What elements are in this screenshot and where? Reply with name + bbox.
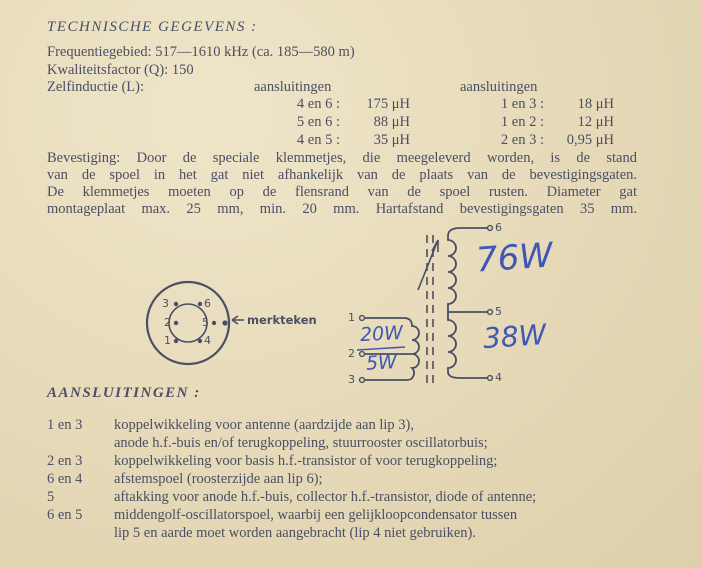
- connection-description: koppelwikkeling voor antenne (aardzijde aan lip 3),: [114, 417, 414, 433]
- pin-1: [174, 339, 178, 343]
- inductance-left-value: 88 μH: [373, 114, 410, 130]
- pin-5: [212, 321, 216, 325]
- connection-description: middengolf-oscillatorspoel, waarbij een gelijkloopcondensator tussen: [114, 507, 518, 523]
- mounting-text-line: Bevestiging: Door de speciale klemmetjes, die meegeleverd worden, is de stand: [47, 150, 637, 166]
- coil-terminal-label: 1: [348, 311, 355, 324]
- inductance-label: Zelfinductie (L):: [47, 79, 145, 95]
- handwritten-turns-76w: 76W: [474, 235, 555, 281]
- connection-pins: 2 en 3: [47, 453, 83, 469]
- mounting-text-line: De klemmetjes moeten op de flensrand van de spoel rusten. Diameter gat: [47, 184, 637, 200]
- pin-label: 2: [164, 316, 171, 329]
- inductance-right-pins: 2 en 3 :: [500, 132, 544, 148]
- handwritten-turns-20w: 20W: [359, 321, 404, 347]
- pin-label: 1: [164, 334, 171, 347]
- coil-terminal-label: 6: [495, 221, 502, 234]
- marker-dot: [222, 320, 227, 325]
- pin-label: 4: [204, 334, 211, 347]
- pin-label: 5: [202, 316, 209, 329]
- pin-3: [174, 302, 178, 306]
- inductance-right-pins: 1 en 3 :: [500, 96, 544, 112]
- coil-terminal-label: 4: [495, 371, 502, 384]
- coil-terminal-label: 3: [348, 373, 355, 386]
- coil-terminal-label: 5: [495, 305, 502, 318]
- right-column-header: aansluitingen: [460, 79, 538, 95]
- mounting-text-line: montageplaat max. 25 mm, min. 20 mm. Hartafstand bevestigingsgaten 35 mm.: [47, 201, 637, 217]
- pin-label: 3: [162, 297, 169, 310]
- coil-base-outline: [147, 282, 229, 364]
- technical-data-heading: TECHNISCHE GEGEVENS :: [47, 19, 258, 35]
- mounting-text-line: van de spoel in het gat niet afhankelijk van de plaats van de bevestigingsgaten.: [47, 167, 637, 183]
- inductance-left-value: 175 μH: [366, 96, 410, 112]
- handwritten-turns-5w: 5W: [365, 351, 398, 375]
- connections-heading: AANSLUITINGEN :: [47, 385, 201, 401]
- inductance-left-value: 35 μH: [373, 132, 410, 148]
- left-column-header: aansluitingen: [254, 79, 332, 95]
- connection-pins: 5: [47, 489, 55, 505]
- marker-arrow-icon: [232, 316, 244, 324]
- pin-2: [174, 321, 178, 325]
- connection-description: koppelwikkeling voor basis h.f.-transistor of voor terugkoppeling;: [114, 453, 498, 469]
- pin-4: [198, 339, 202, 343]
- connection-pins: 1 en 3: [47, 417, 83, 433]
- adjustable-core-arrow: [418, 240, 438, 290]
- quality-factor: Kwaliteitsfactor (Q): 150: [47, 62, 194, 78]
- connection-pins: 6 en 5: [47, 507, 83, 523]
- connection-description: afstemspoel (roosterzijde aan lip 6);: [114, 471, 323, 487]
- inductance-left-pins: 5 en 6 :: [296, 114, 340, 130]
- inductance-left-pins: 4 en 6 :: [296, 96, 340, 112]
- frequency-range: Frequentiegebied: 517—1610 kHz (ca. 185—580 m): [47, 44, 355, 60]
- inductance-right-value: 18 μH: [577, 96, 614, 112]
- connection-pins: 6 en 4: [47, 471, 83, 487]
- connection-description: lip 5 en aarde moet worden aangebracht (lip 4 niet gebruiken).: [114, 525, 476, 541]
- pin-6: [198, 302, 202, 306]
- ferrite-core: [427, 235, 433, 383]
- inductance-right-pins: 1 en 2 :: [500, 114, 544, 130]
- connection-description: aftakking voor anode h.f.-buis, collector h.f.-transistor, diode of antenne;: [114, 489, 537, 505]
- handwritten-turns-38w: 38W: [481, 317, 548, 356]
- inductance-right-value: 12 μH: [577, 114, 614, 130]
- pen-underline: [357, 347, 405, 350]
- coil-terminal-label: 2: [348, 347, 355, 360]
- marker-label: merkteken: [247, 313, 317, 327]
- connection-description: anode h.f.-buis en/of terugkoppeling, stuurrooster oscillatorbuis;: [114, 435, 488, 451]
- inductance-right-value: 0,95 μH: [566, 132, 614, 148]
- pin-label: 6: [204, 297, 211, 310]
- inductance-left-pins: 4 en 5 :: [296, 132, 340, 148]
